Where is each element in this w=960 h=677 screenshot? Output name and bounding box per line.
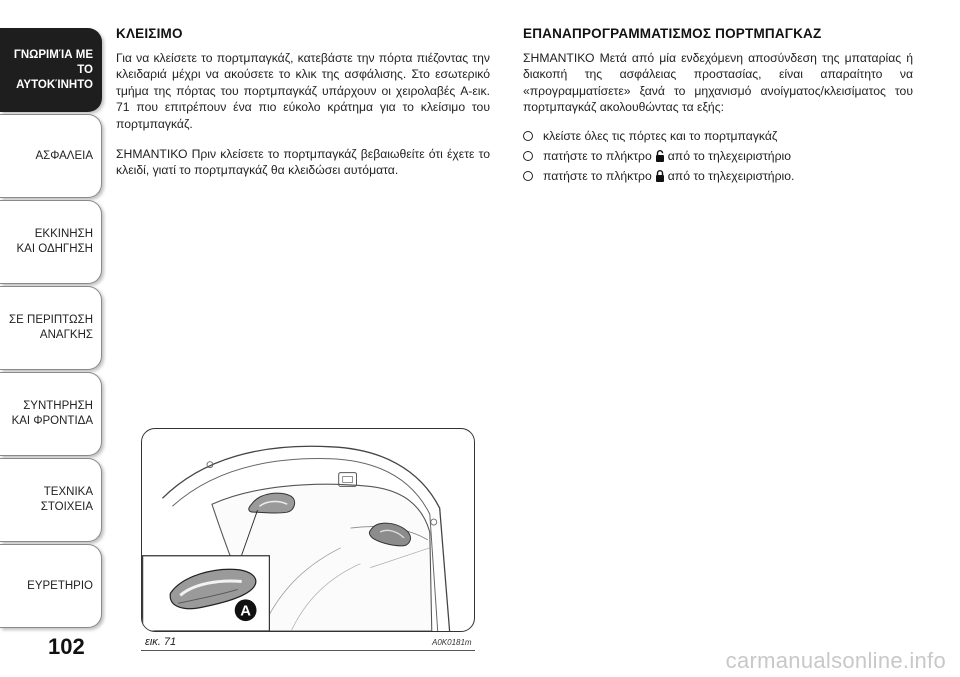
tab-index[interactable]: ΕΥΡΕΤΗΡΙΟ [0, 544, 102, 628]
figure-code: A0K0181m [432, 638, 472, 647]
closing-paragraph: Για να κλείσετε το πορτμπαγκάζ, κατεβάστε την πόρτα πιέζοντας την κλειδαριά μέχρι να ακούσετε το κλικ της ασφάλισης. Στο εσωτερικό τμήμα της πόρτας του πορτμπαγκάζ υπάρχουν οι χειρολαβές A-εικ. 71 που επιτρέπουν ένα πιο εύκολο κράτημα για το κλείσιμο του πορτμπαγκάζ. [116, 51, 490, 131]
step-text: κλείστε όλες τις πόρτες και το πορτμπαγκάζ [543, 128, 778, 143]
trunk-handles-illustration [141, 428, 475, 632]
step-text-post: από το τηλεχειριστήριο. [667, 168, 795, 183]
closing-heading: ΚΛΕΙΣΙΜΟ [116, 26, 183, 41]
reprogramming-heading: ΕΠΑΝΑΠΡΟΓΡΑΜΜΑΤΙΣΜΟΣ ΠΟΡΤΜΠΑΓΚΑΖ [523, 26, 822, 41]
closing-section [116, 26, 490, 193]
step-text-pre: πατήστε το πλήκτρο [543, 168, 652, 183]
bullet-circle-icon [523, 131, 533, 141]
tab-starting-driving[interactable]: ΕΚΚΙΝΗΣΗ ΚΑΙ ΟΔΗΓΗΣΗ [0, 200, 102, 284]
tab-safety[interactable]: ΑΣΦΑΛΕΙΑ [0, 114, 102, 198]
lock-icon [655, 170, 665, 182]
list-item [523, 146, 913, 166]
figure-caption: εικ. 71 [145, 636, 177, 648]
tab-getting-to-know-car[interactable]: ΓΝΩΡΙΜΊΑ ΜΕ ΤΟ ΑΥΤΟΚΊΝΗΤΟ [0, 28, 102, 112]
list-item [523, 126, 913, 146]
reprogramming-section [523, 26, 913, 186]
tailgate-drawing [142, 429, 474, 631]
reprogramming-steps [523, 126, 913, 186]
callout-a-label: A [240, 603, 251, 620]
reprogramming-paragraph: ΣΗΜΑΝΤΙΚΟ Μετά από μία ενδεχόμενη αποσύνδεση της μπαταρίας ή διακοπή της ασφάλειας προστασίας, είναι απαραίτητο να «προγραμματίσετε» ξανά το μηχανισμό ανοίγματος/κλεισίματος του πορτμπαγκάζ ακολουθώντας τα εξής: [523, 51, 913, 115]
watermark: carmanualsonline.info [725, 648, 946, 673]
tab-maintenance[interactable]: ΣΥΝΤΗΡΗΣΗ ΚΑΙ ΦΡΟΝΤΙΔΑ [0, 372, 102, 456]
bullet-circle-icon [523, 151, 533, 161]
step-text-post: από το τηλεχειριστήριο [667, 148, 792, 163]
tab-technical-data[interactable]: ΤΕΧΝΙΚΑ ΣΤΟΙΧΕΙΑ [0, 458, 102, 542]
closing-important-note: ΣΗΜΑΝΤΙΚΟ Πριν κλείσετε το πορτμπαγκάζ βεβαιωθείτε ότι έχετε το κλειδί, γιατί το πορτμπαγκάζ θα κλειδώσει αυτόματα. [116, 147, 490, 178]
list-item [523, 166, 913, 186]
bullet-circle-icon [523, 171, 533, 181]
step-text-pre: πατήστε το πλήκτρο [543, 148, 652, 163]
tab-emergency[interactable]: ΣΕ ΠΕΡΙΠΤΩΣΗ ΑΝΑΓΚΗΣ [0, 286, 102, 370]
page-number: 102 [48, 634, 85, 659]
caption-divider [141, 650, 475, 651]
unlock-icon [655, 150, 665, 162]
